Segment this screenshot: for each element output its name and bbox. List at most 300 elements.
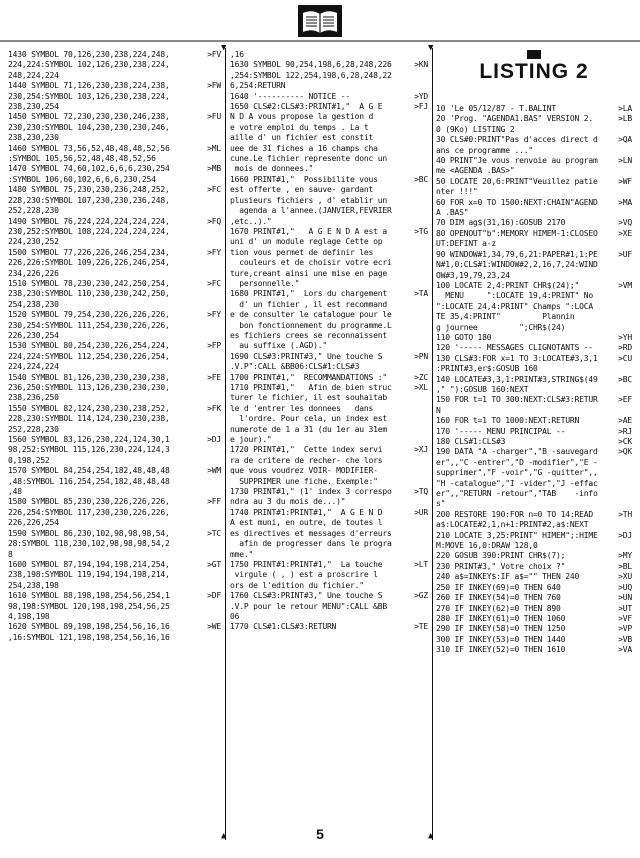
code-text: nter !!!": [436, 187, 478, 197]
checksum-code: [197, 269, 221, 279]
code-line: [230, 123, 428, 133]
code-line: [8, 456, 221, 466]
checksum-code: [197, 258, 221, 268]
code-text: 50 LOCATE 20,6:PRINT"Veuillez patie: [436, 176, 598, 186]
code-line: [230, 71, 428, 81]
code-column: [8, 50, 221, 840]
code-text: 90 WINDOW#1,34,79,6,21:PAPER#1,1:PE: [436, 249, 598, 259]
code-text: 210 LOCATE 3,25:PRINT" HIMEM";:HIME: [436, 530, 598, 540]
checksum-code: >FJ: [414, 102, 428, 112]
code-column: [230, 50, 428, 840]
checksum-code: [197, 570, 221, 580]
code-line: [8, 237, 221, 247]
code-text: 1450 SYMBOL 72,230,230,230,246,238,: [8, 112, 170, 122]
code-text: 1640 '---------- NOTICE --: [230, 91, 351, 101]
checksum-code: [404, 477, 428, 487]
code-line: [230, 393, 428, 403]
checksum-code: >FP: [207, 341, 221, 351]
code-text: A .BAS": [436, 208, 469, 218]
checksum-code: >DJ: [207, 435, 221, 445]
code-text: 0,198,252: [8, 455, 50, 465]
code-text: 220 GOSUB 390:PRINT CHR$(7);: [436, 551, 566, 561]
code-line: [230, 60, 428, 70]
code-line: [8, 185, 221, 195]
code-text: 260 IF INKEY(54)=0 THEN 760: [436, 593, 561, 603]
code-line: [436, 551, 632, 561]
checksum-code: [404, 529, 428, 539]
code-text: e votre emploi du temps . La t: [230, 122, 369, 132]
checksum-code: >QK: [618, 447, 632, 457]
code-text: 1520 SYMBOL 79,254,230,226,226,226,: [8, 310, 170, 320]
code-line: [436, 385, 632, 395]
code-text: 140 LOCATE#3,3,1:PRINT#3,STRING$(49: [436, 374, 598, 384]
code-text: tion vous permet de definir les: [230, 247, 374, 257]
code-text: ,16:SYMBOL 121,198,198,254,56,16,16: [8, 632, 170, 642]
code-text: 190 DATA "A -charger","B -sauvegard: [436, 447, 598, 457]
code-text: 1740 PRINT#1:PRINT#1," A G E N D: [230, 507, 383, 517]
code-line: [436, 302, 632, 312]
code-text: 238,198:SYMBOL 119,194,194,198,214,: [8, 570, 170, 580]
code-text: e jour).": [230, 435, 272, 445]
checksum-code: >ZC: [414, 372, 428, 382]
code-text: 1760 CLS#3:PRINT#3," Une touche S: [230, 591, 383, 601]
code-text: 1650 CLS#2:CLS#3:PRINT#1," A G E: [230, 102, 383, 112]
code-line: [436, 177, 632, 187]
checksum-code: [608, 125, 632, 135]
column-divider: [225, 48, 226, 840]
code-line: [436, 187, 632, 197]
code-line: [230, 373, 428, 383]
code-text: 228,230:SYMBOL 114,124,230,230,238,: [8, 414, 170, 424]
checksum-code: [608, 479, 632, 489]
code-line: [8, 466, 221, 476]
code-text: uee de 31 fiches a 16 champs cha: [230, 143, 378, 153]
code-line: [8, 373, 221, 383]
code-text: le d 'entrer les donnees dans: [230, 403, 374, 413]
checksum-code: [404, 206, 428, 216]
code-line: [8, 154, 221, 164]
checksum-code: [404, 602, 428, 612]
checksum-code: [608, 302, 632, 312]
code-text: 1710 PRINT#1," Afin de bien struc: [230, 383, 392, 392]
code-text: ors de l'edition du fichier.": [230, 580, 364, 590]
checksum-code: >BC: [618, 374, 632, 384]
code-text: .V.P":CALL &BB06:CLS#1:CLS#3: [230, 362, 360, 372]
code-text: 60 FOR x=0 TO 1500:NEXT:CHAIN"AGEND: [436, 197, 598, 207]
checksum-code: >MY: [618, 551, 632, 561]
code-text: MENU ":LOCATE 19,4:PRINT" No: [436, 291, 593, 301]
code-text: 238,230:SYMBOL 110,230,230,242,250,: [8, 289, 170, 299]
code-text: 300 IF INKEY(53)=0 THEN 1440: [436, 634, 566, 644]
code-line: [8, 300, 221, 310]
code-line: [230, 529, 428, 539]
code-line: [436, 510, 632, 520]
checksum-code: >FU: [207, 112, 221, 122]
code-line: [230, 102, 428, 112]
checksum-code: >FF: [207, 497, 221, 507]
checksum-code: >LB: [618, 114, 632, 124]
code-line: [230, 164, 428, 174]
code-line: [230, 550, 428, 560]
checksum-code: [404, 248, 428, 258]
checksum-code: [197, 508, 221, 518]
checksum-code: [608, 260, 632, 270]
code-text: ," "):GOSUB 160:NEXT: [436, 384, 529, 394]
code-text: N#1,0:CLS#1:WINDOW#2,2,16,7,24:WIND: [436, 260, 598, 270]
code-line: [230, 445, 428, 455]
code-line: [8, 92, 221, 102]
code-text: e de consulter le catalogue pour le: [230, 310, 392, 320]
code-line: [436, 323, 632, 333]
code-line: [436, 614, 632, 624]
code-text: 1570 SYMBOL 84,254,254,182,48,48,48: [8, 466, 170, 476]
code-text: 228,230:SYMBOL 107,230,230,236,248,: [8, 195, 170, 205]
code-text: 130 CLS#3:FOR x=1 TO 3:LOCATE#3,3,1: [436, 353, 598, 363]
code-text: 1490 SYMBOL 76,224,224,224,224,224,: [8, 216, 170, 226]
code-line: [436, 281, 632, 291]
checksum-code: [197, 550, 221, 560]
checksum-code: >WF: [618, 176, 632, 186]
code-line: [436, 156, 632, 166]
checksum-code: [197, 133, 221, 143]
checksum-code: [608, 146, 632, 156]
code-line: [8, 570, 221, 580]
title-marker: [527, 50, 541, 59]
code-text: 248,224,224: [8, 70, 59, 80]
code-line: [230, 466, 428, 476]
code-text: afin de progresser dans le progra: [230, 539, 392, 549]
code-text: 1620 SYMBOL 89,198,198,254,56,16,16: [8, 622, 170, 632]
checksum-code: >VP: [618, 624, 632, 634]
code-text: SUPPRIMER une fiche. Exemple:": [230, 476, 378, 486]
code-line: [230, 352, 428, 362]
code-line: [230, 456, 428, 466]
code-line: [436, 583, 632, 593]
code-text: uni d' un module reglage Cette op: [230, 237, 383, 247]
checksum-code: [608, 323, 632, 333]
code-line: [230, 196, 428, 206]
code-line: [436, 146, 632, 156]
code-text: OW#3,19,79,23,24: [436, 270, 510, 280]
code-line: [230, 518, 428, 528]
code-line: [230, 279, 428, 289]
code-line: [230, 622, 428, 632]
code-text: es directives et messages d'erreurs: [230, 528, 392, 538]
code-text: 234,226,226: [8, 268, 59, 278]
checksum-code: [608, 541, 632, 551]
code-text: 1430 SYMBOL 70,126,230,238,224,248,: [8, 50, 170, 59]
code-line: [230, 560, 428, 570]
checksum-code: [404, 300, 428, 310]
checksum-code: >RD: [618, 343, 632, 353]
code-text: 230,252:SYMBOL 108,224,224,224,224,: [8, 226, 170, 236]
code-line: [8, 112, 221, 122]
code-line: [8, 602, 221, 612]
checksum-code: >VM: [618, 280, 632, 290]
checksum-code: >LN: [618, 156, 632, 166]
code-text: 20 'Prog. "AGENDA1.BAS" VERSION 2.: [436, 114, 593, 124]
checksum-code: [404, 258, 428, 268]
code-line: [8, 196, 221, 206]
code-text: 290 IF INKEY(58)=0 THEN 1250: [436, 624, 566, 634]
code-line: [8, 269, 221, 279]
code-text: 170 '----- MENU PRINCIPAL --: [436, 426, 566, 436]
checksum-code: [197, 487, 221, 497]
checksum-code: [197, 196, 221, 206]
checksum-code: [197, 237, 221, 247]
checksum-code: >VB: [618, 634, 632, 644]
code-text: ndra au 3 du mois de...)": [230, 497, 346, 507]
code-line: [230, 154, 428, 164]
checksum-code: [404, 269, 428, 279]
checksum-code: [197, 300, 221, 310]
code-line: [230, 435, 428, 445]
code-text: 10 'Le 05/12/87 - T.BALINT: [436, 104, 557, 113]
code-line: [8, 164, 221, 174]
checksum-code: [608, 520, 632, 530]
code-line: [8, 487, 221, 497]
code-line: [230, 248, 428, 258]
checksum-code: >TA: [414, 289, 428, 299]
checksum-code: >AE: [618, 416, 632, 426]
code-text: 1610 SYMBOL 88,198,198,254,56,254,1: [8, 591, 170, 601]
checksum-code: >UQ: [618, 582, 632, 592]
open-book-icon: [297, 4, 343, 38]
checksum-code: [197, 425, 221, 435]
checksum-code: [197, 352, 221, 362]
code-text: 70 DIM ag$(31,16):GOSUB 2170: [436, 218, 566, 228]
code-line: [230, 321, 428, 331]
checksum-code: [404, 196, 428, 206]
code-line: [8, 227, 221, 237]
code-line: [8, 60, 221, 70]
checksum-code: [608, 208, 632, 218]
code-line: [8, 622, 221, 632]
code-line: [230, 508, 428, 518]
checksum-code: >MA: [618, 197, 632, 207]
code-line: [230, 112, 428, 122]
code-line: [8, 560, 221, 570]
checksum-code: >LT: [414, 559, 428, 569]
checksum-code: [197, 331, 221, 341]
checksum-code: >XE: [618, 228, 632, 238]
code-text: :PRINT#3,er$:GOSUB 160: [436, 364, 538, 374]
code-line: [230, 289, 428, 299]
code-text: turer le fichier, il est souhaitab: [230, 393, 387, 403]
code-line: [230, 133, 428, 143]
checksum-code: [404, 154, 428, 164]
code-text: :SYMBOL 105,56,52,48,48,48,52,56: [8, 154, 156, 164]
code-line: [8, 175, 221, 185]
checksum-code: >DJ: [618, 530, 632, 540]
code-text: 238,230,230: [8, 133, 59, 143]
code-text: ":LOCATE 24,4:PRINT" Champs ":LOCA: [436, 301, 593, 311]
code-line: [436, 343, 632, 353]
code-text: ,etc..).": [230, 216, 272, 226]
code-line: [8, 217, 221, 227]
code-text: 1770 CLS#1:CLS#3:RETURN: [230, 622, 337, 632]
checksum-code: [197, 456, 221, 466]
checksum-code: >FC: [207, 278, 221, 288]
code-line: [230, 175, 428, 185]
code-line: [436, 437, 632, 447]
code-line: [436, 125, 632, 135]
code-line: [436, 541, 632, 551]
checksum-code: >UT: [618, 603, 632, 613]
code-text: .V.P pour le retour MENU":CALL &BB: [230, 601, 387, 611]
code-line: [230, 487, 428, 497]
checksum-code: [404, 497, 428, 507]
code-text: 4,198,198: [8, 611, 50, 621]
code-line: [436, 135, 632, 145]
checksum-code: [404, 185, 428, 195]
code-line: [8, 50, 221, 60]
code-line: [230, 81, 428, 91]
code-text: es fichiers crees se reconnaissent: [230, 330, 387, 340]
code-text: 230 PRINT#3," Votre choix ?": [436, 561, 566, 571]
checksum-code: >TE: [414, 622, 428, 632]
checksum-code: [197, 477, 221, 487]
code-line: [8, 591, 221, 601]
code-text: N: [436, 405, 441, 415]
code-line: [8, 539, 221, 549]
checksum-code: [608, 187, 632, 197]
checksum-code: >CK: [618, 437, 632, 446]
code-line: [8, 508, 221, 518]
checksum-code: [197, 414, 221, 424]
checksum-code: [404, 570, 428, 580]
code-line: [436, 447, 632, 457]
code-text: 1550 SYMBOL 82,124,230,230,238,252,: [8, 403, 170, 413]
code-line: [436, 406, 632, 416]
code-text: 250 IF INKEY(69)=0 THEN 640: [436, 582, 561, 592]
code-text: 226,230,254: [8, 330, 59, 340]
code-text: 1660 PRINT#1," Possibilite vous: [230, 174, 378, 184]
code-line: [8, 497, 221, 507]
code-line: [230, 185, 428, 195]
code-line: [8, 144, 221, 154]
code-line: [230, 217, 428, 227]
checksum-code: >WE: [207, 622, 221, 632]
code-text: 40 PRINT"Je vous renvoie au program: [436, 156, 598, 166]
code-text: me <AGENDA .BAS>": [436, 166, 515, 176]
checksum-code: [404, 71, 428, 81]
code-text: 254,238,230: [8, 299, 59, 309]
checksum-code: [404, 341, 428, 351]
code-text: 180 CLS#1:CLS#3: [436, 437, 506, 446]
checksum-code: >TQ: [414, 487, 428, 497]
code-text: er",,"RETURN -retour","TAB -info: [436, 489, 598, 499]
checksum-code: [404, 550, 428, 560]
code-line: [8, 102, 221, 112]
code-line: [436, 458, 632, 468]
code-text: ,16: [230, 50, 244, 59]
code-text: 30 CLS#0:PRINT"Pas d'acces direct d: [436, 135, 598, 145]
code-line: [436, 416, 632, 426]
code-text: supprimer","F -voir","G -quitter",,: [436, 468, 598, 478]
code-text: ,254:SYMBOL 122,254,198,6,28,248,22: [230, 70, 392, 80]
code-text: 80 OPENOUT"b":MEMORY HIMEM-1:CLOSEO: [436, 228, 598, 238]
checksum-code: >XL: [414, 383, 428, 392]
code-text: 270 IF INKEY(62)=0 THEN 890: [436, 603, 561, 613]
code-text: l'ordre. Pour cela, un index est: [230, 414, 387, 424]
checksum-code: [197, 206, 221, 216]
code-line: [230, 602, 428, 612]
code-text: 254,238,198: [8, 580, 59, 590]
code-text: 200 RESTORE 190:FOR n=0 TO 14:READ: [436, 509, 593, 519]
code-line: [230, 404, 428, 414]
code-line: [436, 572, 632, 582]
checksum-code: [197, 581, 221, 591]
checksum-code: [404, 414, 428, 424]
code-text: ra de critere de recher- che lors: [230, 455, 383, 465]
code-text: 280 IF INKEY(61)=0 THEN 1060: [436, 613, 566, 623]
code-text: 226,226:SYMBOL 109,226,226,246,254,: [8, 258, 170, 268]
code-line: [8, 206, 221, 216]
code-line: [8, 550, 221, 560]
code-text: :SYMBOL 106,60,102,6,6,6,230,254: [8, 174, 156, 184]
code-text: 1530 SYMBOL 80,254,230,226,254,224,: [8, 341, 170, 351]
code-line: [230, 258, 428, 268]
checksum-code: [404, 518, 428, 528]
checksum-code: >RJ: [618, 426, 632, 436]
code-line: [230, 497, 428, 507]
checksum-code: >FY: [207, 310, 221, 320]
code-line: [230, 50, 428, 60]
code-text: A est muni, en outre, de toutes l: [230, 518, 383, 528]
code-text: 1750 PRINT#1:PRINT#1," La touche: [230, 559, 383, 569]
code-text: 224,224,224: [8, 362, 59, 372]
checksum-code: >FY: [207, 247, 221, 257]
code-line: [436, 104, 632, 114]
code-text: 100 LOCATE 2,4:PRINT CHR$(24);": [436, 280, 580, 290]
checksum-code: [608, 291, 632, 301]
code-line: [230, 612, 428, 622]
checksum-code: [197, 633, 221, 643]
code-text: 226,226,254: [8, 518, 59, 528]
checksum-code: >BC: [414, 174, 428, 184]
code-line: [230, 144, 428, 154]
checksum-code: [608, 406, 632, 416]
code-text: agenda a l'annee.(JANVIER,FEVRIER: [230, 206, 392, 216]
code-line: [230, 383, 428, 393]
checksum-code: [197, 393, 221, 403]
code-line: [436, 520, 632, 530]
code-line: [8, 133, 221, 143]
code-line: [436, 468, 632, 478]
code-text: 1590 SYMBOL 86,230,102,98,98,98,54,: [8, 528, 170, 538]
checksum-code: [404, 217, 428, 227]
code-text: 0 (9Ko) LISTING 2: [436, 124, 515, 134]
checksum-code: [197, 362, 221, 372]
code-column: [436, 104, 632, 840]
code-line: [230, 300, 428, 310]
checksum-code: >FW: [207, 81, 221, 91]
code-line: [8, 633, 221, 643]
checksum-code: >EF: [618, 395, 632, 405]
code-line: [8, 435, 221, 445]
code-text: 1580 SYMBOL 85,230,230,226,226,226,: [8, 497, 170, 507]
code-line: [436, 479, 632, 489]
code-line: [436, 208, 632, 218]
code-text: ,48:SYMBOL 116,254,254,182,48,48,48: [8, 476, 170, 486]
code-text: mois de donnees.": [230, 164, 314, 174]
code-text: 150 FOR t=1 TO 300:NEXT:CLS#3:RETUR: [436, 395, 598, 405]
code-text: N D A vous propose la gestion d: [230, 112, 374, 122]
checksum-code: >XJ: [414, 445, 428, 455]
checksum-code: [608, 499, 632, 509]
code-line: [230, 227, 428, 237]
